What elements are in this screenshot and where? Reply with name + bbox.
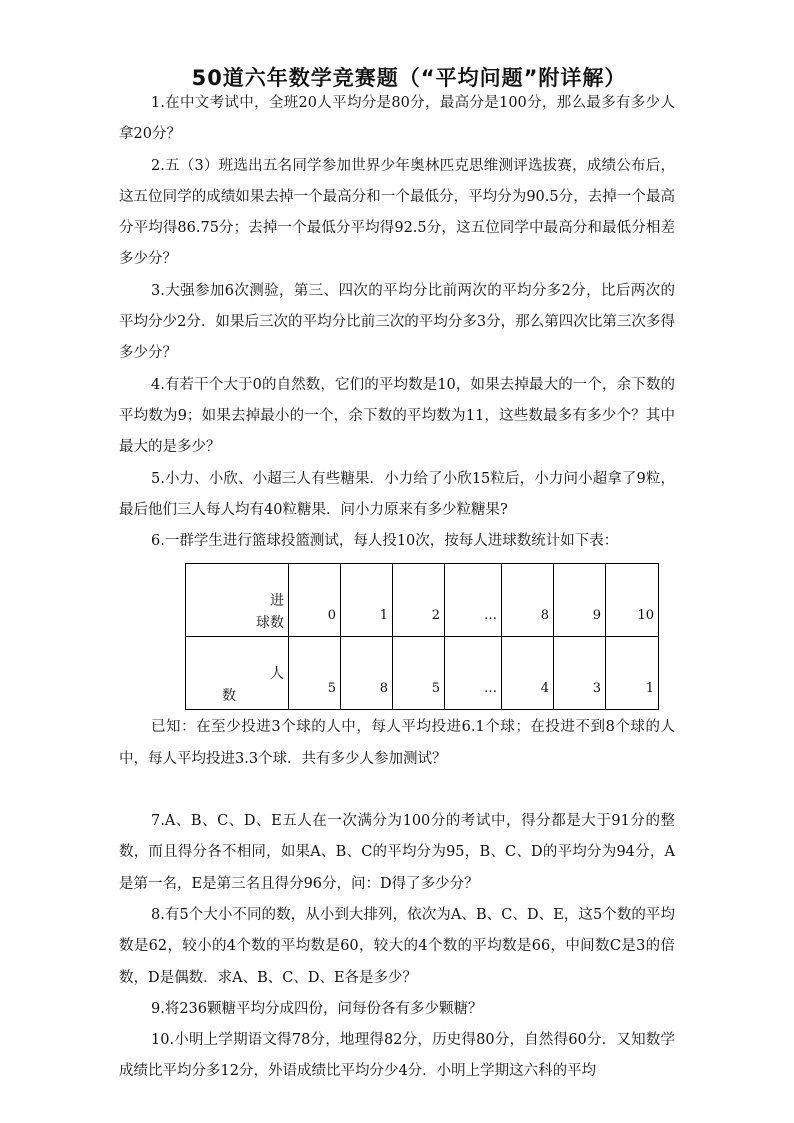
row-label-bottom: 球数: [256, 615, 284, 632]
problem-7: 7.A、B、C、D、E五人在一次满分为100分的考试中，得分都是大于91分的整数，而且得分各不相同，如果A、B、C的平均分为95，B、C、D的平均分为94分，A是第一名，E是第三名且得分96分，问：D得了多少分？: [119, 813, 675, 892]
row-label-top: 进: [270, 593, 284, 610]
table-row: [186, 637, 659, 710]
table-header-cell: [186, 637, 289, 710]
table-cell: 2: [393, 564, 445, 637]
table-row: [186, 564, 659, 637]
problem-2: 2.五（3）班选出五名同学参加世界少年奥林匹克思维测评选拔赛，成绩公布后，这五位同学的成绩如果去掉一个最高分和一个最低分，平均分为90.5分，去掉一个最高分平均得86.75分；去掉一个最低分平均得92.5分，这五位同学中最高分和最低分相差多少分？: [119, 157, 675, 268]
problem-8: 8.有5个大小不同的数，从小到大排列，依次为A、B、C、D、E，这5个数的平均数是62，较小的4个数的平均数是60，较大的4个数的平均数是66，中间数C是3的倍数，D是偶数．求A、B、C、D、E各是多少？: [119, 906, 675, 986]
problem-1: 1.在中文考试中，全班20人平均分是80分，最高分是100分，那么最多有多少人拿20分？: [119, 95, 675, 143]
table-header-cell: [186, 564, 289, 637]
document-title: 50道六年数学竞赛题（“平均问题”附详解）: [191, 66, 627, 90]
table-cell: 1: [341, 564, 393, 637]
problem-5: 5.小力、小欣、小超三人有些糖果．小力给了小欣15粒后，小力问小超拿了9粒，最后他们三人每人均有40粒糖果．问小力原来有多少粒糖果?: [119, 470, 675, 518]
table-cell: 5: [393, 637, 445, 710]
spacer: [119, 775, 675, 806]
table-cell: 8: [502, 564, 554, 637]
table-cell: 5: [289, 637, 341, 710]
table-cell: 10: [606, 564, 659, 637]
table-cell: 8: [341, 637, 393, 710]
table-cell: 3: [554, 637, 606, 710]
table-cell: 0: [289, 564, 341, 637]
row-label-top: 人: [270, 666, 284, 683]
table-cell: …: [445, 564, 502, 637]
score-table: [185, 563, 659, 710]
document-body: [119, 88, 675, 1088]
problem-10: 10.小明上学期语文得78分，地理得82分，历史得80分，自然得60分．又知数学成绩比平均分多12分，外语成绩比平均分少4分．小明上学期这六科的平均: [119, 1032, 675, 1080]
table-cell: 1: [606, 637, 659, 710]
table-cell: …: [445, 637, 502, 710]
problem-3: 3.大强参加6次测验，第三、四次的平均分比前两次的平均分多2分，比后两次的平均分少2分．如果后三次的平均分比前三次的平均分多3分，那么第四次比第三次多得多少分？: [119, 282, 675, 362]
table-cell: 9: [554, 564, 606, 637]
problem-6-continued: 已知：在至少投进3个球的人中，每人平均投进6.1个球；在投进不到8个球的人中，每人平均投进3.3个球．共有多少人参加测试？: [119, 719, 675, 767]
problem-6: 6.一群学生进行篮球投篮测试，每人投10次，按每人进球数统计如下表：: [151, 533, 619, 550]
row-label-bottom: 数: [222, 688, 236, 705]
table-cell: 4: [502, 637, 554, 710]
problem-4: 4.有若干个大于0的自然数，它们的平均数是10，如果去掉最大的一个，余下数的平均数为9；如果去掉最小的一个，余下数的平均数为11，这些数最多有多少个？其中最大的是多少？: [119, 376, 675, 456]
problem-9: 9.将236颗糖平均分成四份，问每份各有多少颗糖？: [151, 1000, 483, 1017]
